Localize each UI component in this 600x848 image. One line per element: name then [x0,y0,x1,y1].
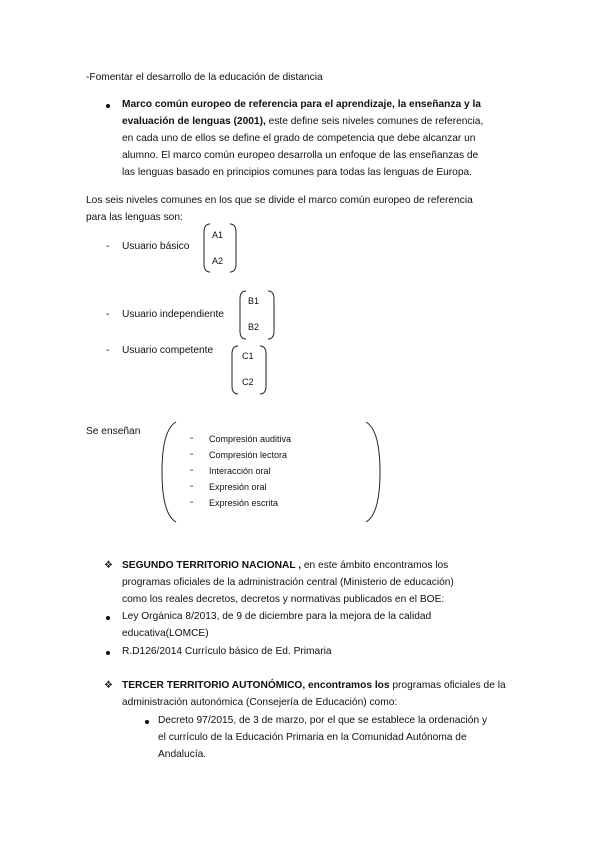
segundo-line-1-rest: en este ámbito encontramos los [301,560,449,571]
ensenan-item: Compresión lectora [209,450,288,460]
tercero-bullet-line-3: Andalucía. [158,749,207,760]
bullet-dot [106,651,110,655]
nivel-label-independiente: Usuario independiente [122,309,224,320]
ensenan-item: Expresión oral [209,482,267,492]
level-b2: B2 [248,322,260,332]
se-ensenan-label: Se enseñan [86,426,141,437]
tercero-bold: TERCER TERRITORIO AUTONÓMICO, encontramos los [122,680,390,691]
segundo-line-2: programas oficiales de la administración central (Ministerio de educación) [122,577,454,588]
bullet-dot [106,104,110,108]
segundo-bullet-2: R.D126/2014 Currículo básico de Ed. Primaria [122,646,332,657]
dash-marker: - [190,465,194,476]
diamond-bullet-icon: ❖ [104,680,113,691]
tercero-line-1-rest: programas oficiales de la [389,680,506,691]
diamond-bullet-icon: ❖ [104,560,113,571]
intro-line: -Fomentar el desarrollo de la educación de distancia [86,72,323,83]
tercero-bullet-line-2: el currículo de la Educación Primaria en la Comunidad Autónoma de [158,732,467,743]
ensenan-item: Expresión escrita [209,498,279,508]
nivel-label-basico: Usuario básico [122,241,190,252]
dash-marker: - [190,481,194,492]
segundo-bullet-1-line-1: Ley Orgánica 8/2013, de 9 de diciembre para la mejora de la calidad [122,611,432,622]
marco-line-5: las lenguas basado en principios comunes para todas las lenguas de Europa. [122,167,473,178]
marco-line-1: Marco común europeo de referencia para el aprendizaje, la enseñanza y la [122,99,481,110]
tercero-line-1 [122,678,506,694]
segundo-line-1 [122,558,448,574]
dash-marker: - [106,241,110,252]
tercero-line-2: administración autonómica (Consejería de Educación) como: [122,697,398,708]
marco-line-3: en cada uno de ellos se define el grado de competencia que debe alcanzar un [122,133,476,144]
nivel-label-competente: Usuario competente [122,345,214,356]
marco-line-2-bold: evaluación de lenguas (2001), [122,116,266,127]
tercero-bullet-line-1: Decreto 97/2015, de 3 de marzo, por el que se establece la ordenación y [158,715,488,726]
level-c1: C1 [242,351,254,361]
marco-line-4: alumno. El marco común europeo desarrolla un enfoque de las enseñanzas de [122,150,479,161]
marco-line-2 [122,114,483,130]
segundo-bullet-1-line-2: educativa(LOMCE) [122,628,209,639]
dash-marker: - [106,345,110,356]
ensenan-item: Interacción oral [209,466,271,476]
segundo-line-3: como los reales decretos, decretos y normativas publicados en el BOE: [122,594,445,605]
level-a1: A1 [212,230,224,240]
niveles-intro-line-1: Los seis niveles comunes en los que se divide el marco común europeo de referencia [86,195,473,206]
dash-marker: - [190,433,194,444]
dash-marker: - [106,309,110,320]
marco-line-2-rest: este define seis niveles comunes de referencia, [265,116,484,127]
dash-marker: - [190,497,194,508]
bullet-dot [145,720,149,724]
niveles-intro-line-2: para las lenguas son: [86,212,183,223]
level-a2: A2 [212,256,224,266]
bullet-dot [106,616,110,620]
ensenan-item: Compresión auditiva [209,434,292,444]
level-b1: B1 [248,296,260,306]
dash-marker: - [190,449,194,460]
level-c2: C2 [242,377,254,387]
segundo-bold: SEGUNDO TERRITORIO NACIONAL , [122,560,302,571]
